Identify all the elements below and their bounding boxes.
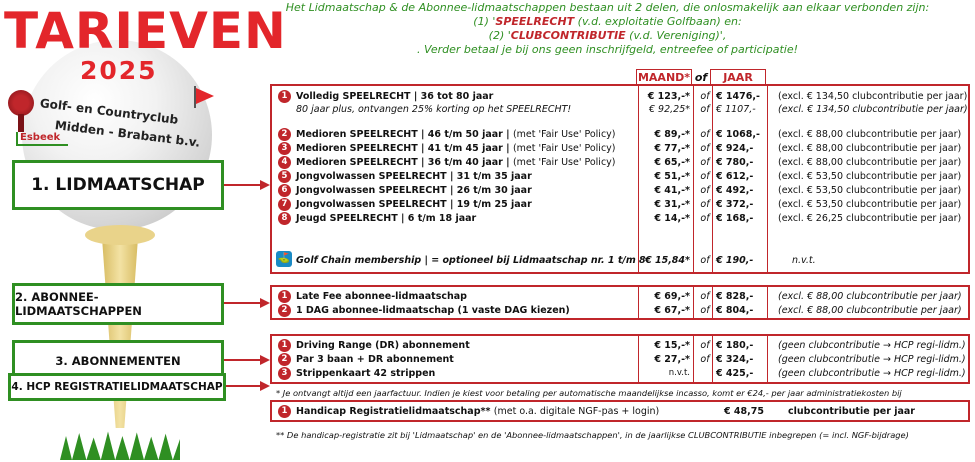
row-month-price: € 77,-* [654,143,690,154]
table-row [272,198,968,211]
row-month-price: € 67,-* [654,305,690,316]
row-year-price: € 425,- [716,368,754,379]
row-number-badge: 8 [278,212,291,225]
row-extra: (geen clubcontributie → HCP regi-lidm.) [778,368,966,379]
row-number-badge: 7 [278,198,291,211]
row-number-badge: 2 [278,304,291,317]
column-header-of: of [694,71,708,84]
row-hcp-price: € 48,75 [724,406,764,417]
connector-arrow-icon [260,355,270,365]
row-description: Jongvolwassen SPEELRECHT | 19 t/m 25 jaar [296,199,532,210]
row-year-price: € 168,- [716,213,754,224]
row-description: Golf Chain membership | = optioneel bij Lidmaatschap nr. 1 t/m 8 [296,255,646,266]
row-extra: (excl. € 88,00 clubcontributie per jaar) [778,157,962,168]
row-month-price: € 14,-* [654,213,690,224]
row-number-badge: 4 [278,156,291,169]
table-row [272,339,968,352]
row-year-price: € 180,- [716,340,754,351]
flag-icon [196,88,214,104]
table-row [272,405,968,418]
row-description: Handicap Registratielidmaatschap** (met o.a. digitale NGF-pas + login) [296,406,660,417]
row-number-badge: 1 [278,290,291,303]
column-header-year: JAAR [710,69,766,86]
row-description: Driving Range (DR) abonnement [296,340,470,351]
table-row [272,290,968,303]
page-year: 2025 [80,56,158,85]
table-row [272,156,968,169]
row-of: of [700,340,710,351]
connector-arrow-icon [260,180,270,190]
row-extra: (excl. € 88,00 clubcontributie per jaar) [778,143,962,154]
table-row [272,90,968,103]
connector-arrow-icon [260,381,270,391]
subscriptions-table [270,334,970,384]
table-row [272,142,968,155]
row-month-price: € 65,-* [654,157,690,168]
golf-chain-icon: ⛳ [276,251,292,267]
row-month-price: € 15,-* [654,340,690,351]
table-row [272,212,968,225]
club-place: Esbeek [16,132,68,146]
row-month-price: € 92,25* [648,104,690,115]
section-label-hcp: 4. HCP REGISTRATIELIDMAATSCHAP [8,373,226,401]
club-name-line2: Midden - Brabant b.v. [54,118,201,150]
row-month-price: € 31,-* [654,199,690,210]
row-of: of [700,104,710,115]
row-number-badge: 1 [278,339,291,352]
row-year-price: € 324,- [716,354,754,365]
connector-line [226,385,260,387]
row-of: of [700,213,710,224]
table-row [272,254,968,267]
row-description: Medioren SPEELRECHT | 41 t/m 45 jaar | (met 'Fair Use' Policy) [296,143,616,154]
row-description: Jongvolwassen SPEELRECHT | 31 t/m 35 jaar [296,171,532,182]
row-extra: (excl. € 88,00 clubcontributie per jaar) [778,305,962,316]
row-description: 80 jaar plus, ontvangen 25% korting op het SPEELRECHT! [296,104,572,115]
row-extra: (excl. € 53,50 clubcontributie per jaar) [778,171,962,182]
table-row [272,304,968,317]
row-year-price: € 372,- [716,199,754,210]
row-number-badge: 2 [278,353,291,366]
hcp-table [270,400,970,422]
row-year-price: € 492,- [716,185,754,196]
club-logo-tee-icon [18,114,24,132]
row-extra: (excl. € 134,50 clubcontributie per jaar) [778,91,968,102]
membership-table [270,84,970,274]
connector-line [224,302,260,304]
row-of: of [700,143,710,154]
section-label-membership: 1. LIDMAATSCHAP [12,160,224,210]
connector-line [224,184,260,186]
row-extra: (excl. € 53,50 clubcontributie per jaar) [778,199,962,210]
row-month-price: € 15,84* [645,255,690,266]
row-description: Jeugd SPEELRECHT | 6 t/m 18 jaar [296,213,477,224]
row-of: of [700,199,710,210]
row-month-price: n.v.t. [668,368,690,378]
section-label-subscriber-memberships: 2. ABONNEE-LIDMAATSCHAPPEN [12,283,224,325]
row-year-price: € 828,- [716,291,754,302]
intro-text: Het Lidmaatschap & de Abonnee-lidmaatschappen bestaan uit 2 delen, die onlosmakelijk aan elkaar verbonden zijn: (1) 'SPEELRECHT (v.d. exploitatie Golfbaan) en: (2) 'CLUBCONTRIBUTIE (v.d. Vereniging)', . Verder betaal je bij ons geen inschrijfgeld, entreefee of participatie! [285,1,930,56]
row-number-badge: 5 [278,170,291,183]
row-number-badge: 3 [278,367,291,380]
subscriber-memberships-table [270,285,970,320]
row-month-price: € 41,-* [654,185,690,196]
row-hcp-suffix: clubcontributie per jaar [788,406,915,417]
row-description: Par 3 baan + DR abonnement [296,354,454,365]
row-number-badge: 1 [278,90,291,103]
row-extra: (geen clubcontributie → HCP regi-lidm.) [778,340,966,351]
row-description: Medioren SPEELRECHT | 36 t/m 40 jaar | (met 'Fair Use' Policy) [296,157,616,168]
row-description: Strippenkaart 42 strippen [296,368,436,379]
table-row [272,184,968,197]
row-year-price: € 190,- [716,255,754,266]
row-number-badge: 3 [278,142,291,155]
club-logo-icon [8,90,34,116]
row-number-badge: 1 [278,405,291,418]
row-of: of [700,255,710,266]
table-row [272,128,968,141]
row-extra: (excl. € 88,00 clubcontributie per jaar) [778,129,962,140]
club-name-line1: Golf- en Countryclub [39,96,180,127]
connector-arrow-icon [260,298,270,308]
footnote-handicap: ** De handicap-registratie zit bij 'Lidmaatschap' en de 'Abonnee-lidmaatschappen', in de jaarlijkse CLUBCONTRIBUTIE inbegrepen (= incl. NGF-bijdrage) [276,430,909,440]
row-year-price: € 924,- [716,143,754,154]
row-month-price: € 27,-* [654,354,690,365]
row-month-price: € 89,-* [654,129,690,140]
row-year-price: € 804,- [716,305,754,316]
row-of: of [700,157,710,168]
row-year-price: € 780,- [716,157,754,168]
row-description: Medioren SPEELRECHT | 46 t/m 50 jaar | (met 'Fair Use' Policy) [296,129,616,140]
row-of: of [700,305,710,316]
row-of: of [700,171,710,182]
section-label-subscriptions: 3. ABONNEMENTEN [12,340,224,382]
row-description: 1 DAG abonnee-lidmaatschap (1 vaste DAG kiezen) [296,305,570,316]
row-extra: (excl. € 26,25 clubcontributie per jaar) [778,213,962,224]
connector-line [224,359,260,361]
row-extra: (excl. € 53,50 clubcontributie per jaar) [778,185,962,196]
row-year-price: € 1107,- [716,104,756,115]
row-description: Late Fee abonnee-lidmaatschap [296,291,467,302]
table-row [272,367,968,380]
row-month-price: € 51,-* [654,171,690,182]
row-month-price: € 123,-* [647,91,690,102]
row-year-price: € 612,- [716,171,754,182]
table-row [272,103,968,116]
page-title: TARIEVEN [4,2,287,60]
row-extra: (excl. € 88,00 clubcontributie per jaar) [778,291,962,302]
row-extra: (geen clubcontributie → HCP regi-lidm.) [778,354,966,365]
footnote-invoice: * Je ontvangt altijd een jaarfactuur. Indien je kiest voor betaling per automatische maandelijkse incasso, komt er €24,- per jaar administratiekosten bij [276,388,902,398]
row-extra: n.v.t. [792,255,816,266]
table-row [272,170,968,183]
row-of: of [700,129,710,140]
row-of: of [700,291,710,302]
row-number-badge: 6 [278,184,291,197]
row-number-badge: 2 [278,128,291,141]
row-year-price: € 1476,- [716,91,760,102]
row-of: of [700,354,710,365]
row-of: of [700,185,710,196]
golf-tee-top [85,225,155,245]
column-header-month: MAAND* [637,71,691,84]
row-of: of [700,91,710,102]
row-year-price: € 1068,- [716,129,760,140]
table-row [272,353,968,366]
row-description: Jongvolwassen SPEELRECHT | 26 t/m 30 jaar [296,185,532,196]
grass-image [60,430,180,460]
row-description: Volledig SPEELRECHT | 36 tot 80 jaar [296,91,494,102]
row-extra: (excl. € 134,50 clubcontributie per jaar) [778,104,968,115]
row-month-price: € 69,-* [654,291,690,302]
